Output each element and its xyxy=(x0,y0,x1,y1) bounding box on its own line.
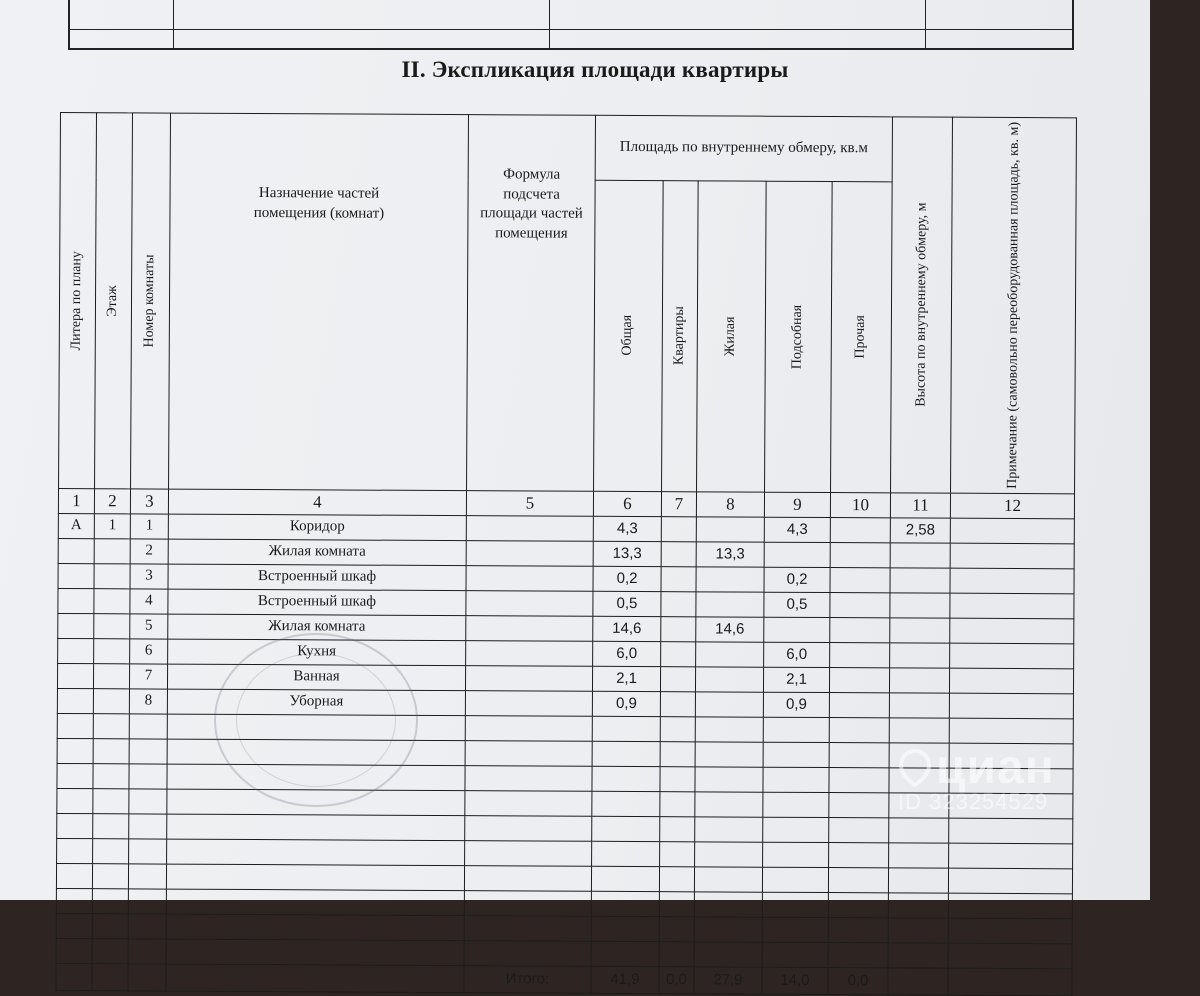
cell-litera xyxy=(57,713,93,738)
cell-floor xyxy=(93,839,129,864)
cell-room-number: 6 xyxy=(130,639,168,664)
cell-area-total: 2,1 xyxy=(592,666,660,691)
cell-litera xyxy=(56,863,92,888)
cell-height xyxy=(890,543,950,568)
cell-room-number xyxy=(128,864,166,889)
totals-area-other: 0,0 xyxy=(828,967,888,994)
header-room-purpose: Назначение частей помещения (комнат) xyxy=(169,113,469,490)
cell-area-other xyxy=(829,842,889,867)
cell-area-living xyxy=(696,567,764,592)
cell-height xyxy=(888,943,948,968)
header-room-number: Номер комнаты xyxy=(131,113,171,489)
cell-room-name xyxy=(167,814,465,841)
column-number: 12 xyxy=(950,493,1074,519)
cell-note xyxy=(950,518,1074,544)
cell-area-total: 0,5 xyxy=(593,591,661,616)
cell-area-total: 0,9 xyxy=(592,691,660,716)
watermark-brand: циан xyxy=(936,741,1055,794)
cell-floor xyxy=(92,889,128,914)
cell-formula xyxy=(465,741,592,767)
cell-area-apartment xyxy=(661,517,696,542)
watermark-id: ID 323254529 xyxy=(898,789,1049,814)
cell-area-living xyxy=(696,592,764,617)
cell-room-number: 8 xyxy=(129,689,167,714)
cell-area-apartment xyxy=(661,567,696,592)
cell-area-other xyxy=(829,817,889,842)
cell-litera xyxy=(57,763,93,788)
cell-area-apartment xyxy=(659,942,694,967)
cell-area-auxiliary: 0,5 xyxy=(764,592,830,617)
column-number: 2 xyxy=(94,489,130,514)
cell-room-name xyxy=(166,864,464,891)
cell-note xyxy=(948,943,1072,969)
cell-litera xyxy=(56,913,92,938)
cell-area-total: 14,6 xyxy=(593,616,661,641)
cell-litera xyxy=(57,663,93,688)
cell-height xyxy=(889,843,949,868)
cell-height xyxy=(888,918,948,943)
section-title: II. Экспликация площади квартиры xyxy=(401,57,789,82)
cell-area-other xyxy=(829,742,889,767)
cell-room-number xyxy=(128,939,166,964)
cell-area-apartment xyxy=(660,817,695,842)
cell-area-apartment xyxy=(661,617,696,642)
cell-area-other xyxy=(830,517,890,542)
header-formula: Формула подсчета площади частей помещения xyxy=(467,115,596,492)
column-number: 6 xyxy=(593,491,661,516)
cell-formula xyxy=(465,666,592,692)
header-litera: Литера по плану xyxy=(59,113,97,489)
cell-formula xyxy=(464,891,591,917)
header-area-group: Площадь по внутреннему обмеру, кв.м xyxy=(595,115,892,181)
cell-area-total: 6,0 xyxy=(593,641,661,666)
totals-label: Итого: xyxy=(464,966,591,994)
cell-litera xyxy=(58,588,94,613)
cell-note xyxy=(949,843,1073,869)
cell-litera xyxy=(56,938,92,963)
column-number: 3 xyxy=(130,489,168,514)
cell-area-other xyxy=(830,567,890,592)
totals-area-auxiliary: 14,0 xyxy=(762,967,828,994)
cell-note xyxy=(950,568,1074,594)
cell-area-living xyxy=(695,817,763,842)
cell-area-other xyxy=(828,917,888,942)
cell-area-total: 13,3 xyxy=(593,541,661,566)
column-number: 4 xyxy=(168,489,466,516)
cell-area-apartment xyxy=(661,542,696,567)
cell-area-total xyxy=(592,741,660,766)
cell-area-total xyxy=(592,766,660,791)
cell-room-name: Коридор xyxy=(168,514,466,541)
cell-floor xyxy=(93,789,129,814)
cell-floor xyxy=(94,539,130,564)
cell-height xyxy=(890,618,950,643)
cell-area-living xyxy=(694,942,762,967)
cell-area-total: 4,3 xyxy=(593,516,661,541)
cian-logo-icon xyxy=(898,749,932,787)
cell-area-living xyxy=(694,867,762,892)
cell-height xyxy=(890,593,950,618)
cell-room-name: Кухня xyxy=(168,639,466,666)
cell-area-total: 0,2 xyxy=(593,566,661,591)
cell-room-number xyxy=(128,964,166,991)
cell-area-total xyxy=(592,841,660,866)
cell-formula xyxy=(464,916,591,942)
cell-room-name xyxy=(166,889,464,916)
cell-floor xyxy=(93,714,129,739)
totals-area-living: 27,9 xyxy=(694,967,762,994)
cell-room-number xyxy=(129,814,167,839)
cell-area-apartment xyxy=(660,717,695,742)
cell-area-apartment xyxy=(659,892,694,917)
cell-formula xyxy=(464,941,591,967)
cell-height xyxy=(890,568,950,593)
cell-room-number xyxy=(129,739,167,764)
cell-note xyxy=(948,893,1072,919)
cell-area-apartment xyxy=(660,792,695,817)
cell-height: 2,58 xyxy=(890,518,950,543)
cell-litera xyxy=(58,563,94,588)
cell-floor xyxy=(94,564,130,589)
cell-formula xyxy=(466,641,593,667)
header-area-total: Общая xyxy=(594,180,664,492)
cell-room-number: 5 xyxy=(130,614,168,639)
cell-area-living xyxy=(695,842,763,867)
cell-room-name: Жилая комната xyxy=(168,614,466,641)
cell-room-name xyxy=(166,964,464,993)
column-number: 8 xyxy=(696,492,764,517)
cell-area-other xyxy=(829,717,889,742)
cell-room-number: 3 xyxy=(130,564,168,589)
cell-litera: А xyxy=(58,513,94,538)
cell-room-number xyxy=(128,889,166,914)
cell-floor xyxy=(92,914,128,939)
cell-note xyxy=(950,668,1074,694)
cell-litera xyxy=(56,963,92,990)
cell-note xyxy=(948,918,1072,944)
cell-area-apartment xyxy=(659,867,694,892)
cell-floor xyxy=(94,639,130,664)
cell-height xyxy=(890,668,950,693)
cell-floor xyxy=(94,589,130,614)
cell-area-apartment xyxy=(660,667,695,692)
cell-area-auxiliary: 4,3 xyxy=(764,517,830,542)
cell-formula xyxy=(466,566,593,592)
cell-note xyxy=(950,618,1074,644)
cell-room-number xyxy=(128,914,166,939)
cell-area-auxiliary: 0,9 xyxy=(763,692,829,717)
column-number: 9 xyxy=(764,492,830,517)
cell-floor xyxy=(93,814,129,839)
header-area-auxiliary: Подсобная xyxy=(765,181,833,493)
cell-litera xyxy=(57,788,93,813)
cell-formula xyxy=(466,591,593,617)
cell-area-living xyxy=(695,742,763,767)
cell-formula xyxy=(466,516,593,542)
cell-floor xyxy=(93,764,129,789)
cell-room-number xyxy=(129,764,167,789)
cell-area-total xyxy=(591,891,659,916)
cell-area-total xyxy=(591,866,659,891)
cell-area-other xyxy=(829,767,889,792)
cell-area-total xyxy=(592,791,660,816)
column-number: 5 xyxy=(466,491,593,517)
cell-area-living xyxy=(694,892,762,917)
cell-area-living xyxy=(695,792,763,817)
cell-area-apartment xyxy=(660,742,695,767)
cell-litera xyxy=(56,888,92,913)
column-number: 11 xyxy=(890,493,950,518)
cell-area-other xyxy=(829,692,889,717)
cell-area-total xyxy=(591,916,659,941)
cell-area-apartment xyxy=(660,842,695,867)
cell-floor xyxy=(94,614,130,639)
cell-area-auxiliary xyxy=(762,917,828,942)
cell-area-living xyxy=(696,642,764,667)
cell-height xyxy=(889,818,949,843)
cell-note xyxy=(948,968,1072,996)
header-height: Высота по внутреннему обмеру, м xyxy=(891,117,953,493)
cell-area-auxiliary xyxy=(763,842,829,867)
cell-litera xyxy=(57,813,93,838)
totals-row xyxy=(56,963,1072,995)
faded-stamp xyxy=(214,633,418,807)
cell-room-name: Встроенный шкаф xyxy=(168,589,466,616)
cell-area-other xyxy=(828,892,888,917)
cell-area-apartment xyxy=(659,917,694,942)
cell-formula xyxy=(464,866,591,892)
cell-area-total xyxy=(592,816,660,841)
cell-area-auxiliary: 2,1 xyxy=(763,667,829,692)
cell-room-name xyxy=(166,914,464,941)
totals-area-total: 41,9 xyxy=(591,966,659,993)
cell-floor: 1 xyxy=(94,514,130,539)
cell-area-total xyxy=(592,716,660,741)
cell-area-other xyxy=(828,867,888,892)
cell-area-auxiliary xyxy=(764,617,830,642)
cell-height xyxy=(888,893,948,918)
cell-note xyxy=(949,818,1073,844)
cell-note xyxy=(950,593,1074,619)
cell-room-name: Ванная xyxy=(167,664,465,691)
cell-formula xyxy=(466,541,593,567)
cell-area-apartment xyxy=(661,592,696,617)
cell-area-living xyxy=(696,517,764,542)
cell-area-other xyxy=(829,792,889,817)
totals-area-apartment: 0,0 xyxy=(659,967,694,994)
cell-room-name: Уборная xyxy=(167,689,465,716)
cell-room-name xyxy=(167,839,465,866)
header-area-living: Жилая xyxy=(697,180,767,492)
cell-area-living: 13,3 xyxy=(696,542,764,567)
cell-area-auxiliary: 6,0 xyxy=(764,642,830,667)
cell-room-number: 4 xyxy=(130,589,168,614)
cell-area-living xyxy=(694,917,762,942)
cell-area-living xyxy=(695,692,763,717)
column-number: 1 xyxy=(58,488,94,513)
cell-area-other xyxy=(830,642,890,667)
cell-area-other xyxy=(830,542,890,567)
cell-formula xyxy=(465,716,592,742)
cell-formula xyxy=(465,816,592,842)
cell-area-auxiliary xyxy=(763,817,829,842)
cell-litera xyxy=(58,613,94,638)
cell-room-name: Жилая комната xyxy=(168,539,466,566)
cell-height xyxy=(888,868,948,893)
cell-room-number xyxy=(129,714,167,739)
cell-area-other xyxy=(830,592,890,617)
cell-litera xyxy=(58,538,94,563)
watermark xyxy=(898,740,1055,815)
cell-room-name: Встроенный шкаф xyxy=(168,564,466,591)
previous-table-fragment xyxy=(68,0,1074,50)
cell-height xyxy=(888,968,948,995)
cell-room-number xyxy=(129,789,167,814)
cell-area-total xyxy=(591,941,659,966)
cell-area-auxiliary xyxy=(763,792,829,817)
cell-area-auxiliary xyxy=(762,892,828,917)
cell-formula xyxy=(465,691,592,717)
cell-area-apartment xyxy=(660,692,695,717)
explication-table xyxy=(55,112,1077,996)
cell-floor xyxy=(92,964,128,991)
cell-litera xyxy=(58,638,94,663)
cell-area-apartment xyxy=(661,642,696,667)
cell-formula xyxy=(465,766,592,792)
cell-note xyxy=(949,693,1073,719)
cell-room-name xyxy=(166,939,464,966)
cell-formula xyxy=(466,616,593,642)
cell-room-number: 2 xyxy=(130,539,168,564)
cell-litera xyxy=(57,838,93,863)
cell-area-auxiliary xyxy=(763,742,829,767)
cell-note xyxy=(948,868,1072,894)
cell-floor xyxy=(92,864,128,889)
cell-formula xyxy=(465,841,592,867)
cell-height xyxy=(890,643,950,668)
cell-floor xyxy=(92,939,128,964)
cell-area-auxiliary xyxy=(764,542,830,567)
cell-area-living xyxy=(695,767,763,792)
cell-floor xyxy=(93,739,129,764)
cell-height xyxy=(889,693,949,718)
cell-area-living: 14,6 xyxy=(696,617,764,642)
header-area-other: Прочая xyxy=(831,181,893,493)
header-area-apartment: Квартиры xyxy=(662,180,699,491)
cell-note xyxy=(950,543,1074,569)
cell-area-other xyxy=(830,617,890,642)
cell-area-living xyxy=(695,717,763,742)
cell-room-number xyxy=(129,839,167,864)
cell-litera xyxy=(57,688,93,713)
cell-room-number: 7 xyxy=(129,664,167,689)
cell-litera xyxy=(57,738,93,763)
column-number: 7 xyxy=(661,492,696,517)
cell-area-auxiliary xyxy=(762,867,828,892)
cell-area-apartment xyxy=(660,767,695,792)
cell-floor xyxy=(93,689,129,714)
cell-formula xyxy=(465,791,592,817)
header-note: Примечание (самовольно переоборудованная площадь, кв. м) xyxy=(951,117,1077,494)
cell-area-auxiliary xyxy=(763,767,829,792)
cell-area-auxiliary: 0,2 xyxy=(764,567,830,592)
cell-area-auxiliary xyxy=(762,942,828,967)
cell-area-auxiliary xyxy=(763,717,829,742)
cell-area-living xyxy=(695,667,763,692)
column-number: 10 xyxy=(830,492,890,517)
cell-area-other xyxy=(828,942,888,967)
cell-note xyxy=(950,643,1074,669)
cell-floor xyxy=(93,664,129,689)
header-etazh: Этаж xyxy=(95,113,133,489)
cell-area-other xyxy=(829,667,889,692)
cell-room-number: 1 xyxy=(130,514,168,539)
